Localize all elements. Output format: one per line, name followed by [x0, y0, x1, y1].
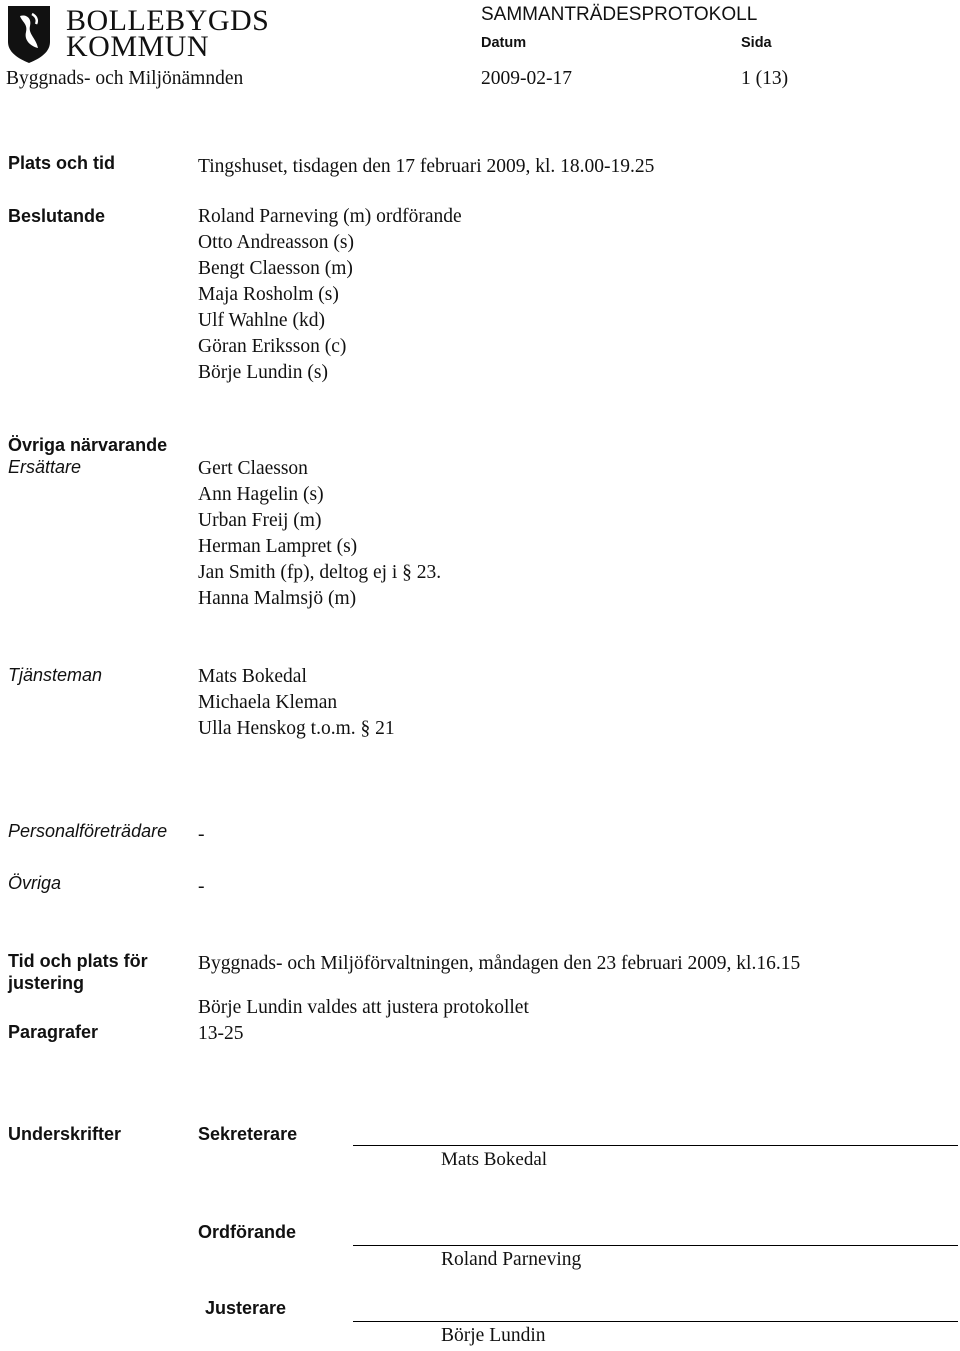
- signatures-label: Underskrifter: [8, 1124, 122, 1144]
- list-item: Michaela Kleman: [198, 692, 338, 713]
- list-item: Hanna Malmsjö (m): [198, 588, 357, 609]
- list-item: Otto Andreasson (s): [198, 232, 354, 253]
- page-number: 1 (13): [741, 68, 789, 89]
- list-item: Gert Claesson: [198, 458, 308, 479]
- list-item: Roland Parneving (m) ordförande: [198, 206, 462, 227]
- secretary-signature-line: [353, 1145, 958, 1146]
- list-item: Ann Hagelin (s): [198, 484, 324, 505]
- place-time-label: Plats och tid: [8, 153, 116, 173]
- list-item: Jan Smith (fp), deltog ej i § 23.: [198, 562, 442, 583]
- document-type: SAMMANTRÄDESPROTOKOLL: [481, 4, 758, 25]
- others-value: -: [198, 876, 205, 897]
- secretary-name: Mats Bokedal: [441, 1149, 548, 1170]
- adjuster-signature-line: [353, 1321, 958, 1322]
- others-label: Övriga: [8, 873, 62, 893]
- adjustment-label-line-2: justering: [8, 973, 85, 993]
- chair-name: Roland Parneving: [441, 1249, 582, 1270]
- logo-line-2: KOMMUN: [66, 30, 210, 63]
- paragraphs-label: Paragrafer: [8, 1022, 99, 1042]
- others-present-label: Övriga närvarande: [8, 435, 168, 455]
- list-item: Maja Rosholm (s): [198, 284, 339, 305]
- decision-makers-list: [198, 204, 462, 386]
- list-item: Göran Eriksson (c): [198, 336, 347, 357]
- municipality-logo: [6, 4, 270, 64]
- officials-label: Tjänsteman: [8, 665, 103, 685]
- chair-signature-line: [353, 1245, 958, 1246]
- list-item: Mats Bokedal: [198, 666, 307, 687]
- list-item: Herman Lampret (s): [198, 536, 358, 557]
- adjuster-role-label: Justerare: [205, 1298, 287, 1318]
- page-label: Sida: [741, 35, 772, 51]
- officials-list: [198, 664, 395, 742]
- adjuster-name: Börje Lundin: [441, 1325, 546, 1346]
- list-item: Ulf Wahlne (kd): [198, 310, 325, 331]
- date-label: Datum: [481, 35, 527, 51]
- list-item: Urban Freij (m): [198, 510, 322, 531]
- list-item: Ulla Henskog t.o.m. § 21: [198, 718, 395, 739]
- committee-name: Byggnads- och Miljönämnden: [6, 68, 244, 89]
- adjustment-label-line-1: Tid och plats för: [8, 951, 148, 971]
- staff-reps-label: Personalföreträdare: [8, 821, 168, 841]
- decision-makers-label: Beslutande: [8, 206, 106, 226]
- chair-role-label: Ordförande: [198, 1222, 297, 1242]
- list-item: Börje Lundin (s): [198, 362, 328, 383]
- adjuster-note: Börje Lundin valdes att justera protokollet: [198, 997, 529, 1018]
- adjustment-value: Byggnads- och Miljöförvaltningen, måndagen den 23 februari 2009, kl.16.15: [198, 953, 801, 974]
- substitutes-label: Ersättare: [8, 457, 82, 477]
- coat-of-arms-icon: [6, 4, 52, 64]
- meeting-date: 2009-02-17: [481, 68, 572, 89]
- logo-line-1: BOLLEBYGDS: [66, 4, 270, 37]
- paragraphs-value: 13-25: [198, 1023, 244, 1044]
- staff-reps-value: -: [198, 824, 205, 845]
- secretary-role-label: Sekreterare: [198, 1124, 298, 1144]
- list-item: Bengt Claesson (m): [198, 258, 353, 279]
- substitutes-list: [198, 456, 441, 612]
- place-time-value: Tingshuset, tisdagen den 17 februari 2009, kl. 18.00-19.25: [198, 156, 655, 177]
